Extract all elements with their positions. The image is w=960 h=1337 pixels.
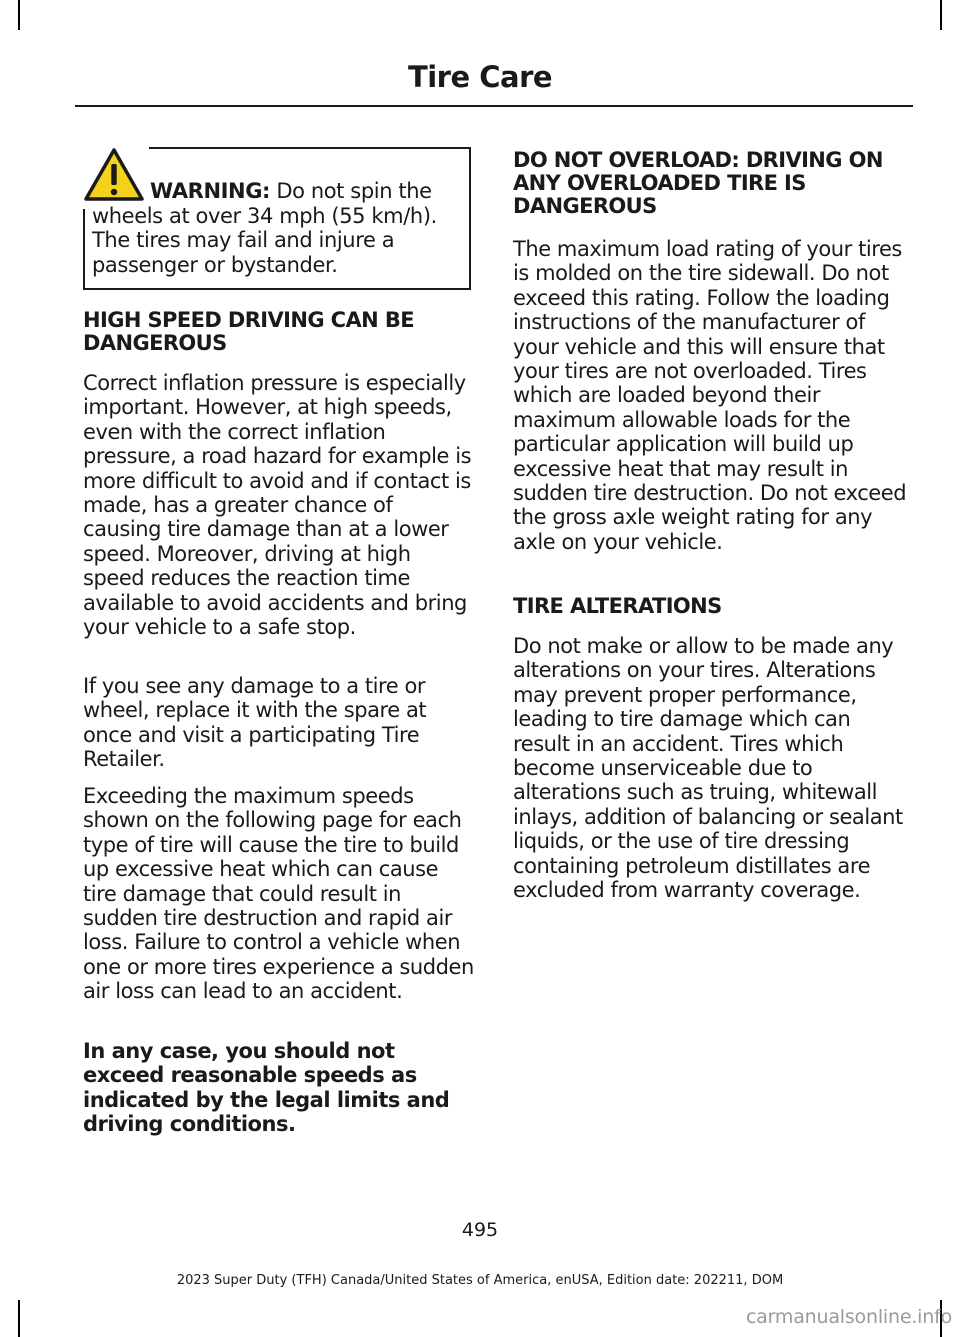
header-divider: [75, 105, 913, 107]
paragraph-alterations: Do not make or allow to be made any alterations on your tires. Alterations may prevent proper performance, leading to tire damage which can result in an accident. Tires which become unserviceable due to alterations such as truing, whitewall inlays, addition of balancing or sealant liquids, or the use of tire dressing containing petroleum distillates are excluded from warranty coverage.: [513, 634, 903, 903]
crop-mark-top-right: [940, 0, 942, 30]
warning-box: [83, 147, 471, 290]
page-number: 495: [461, 1219, 499, 1241]
paragraph-reasonable-speeds: In any case, you should not exceed reasonable speeds as indicated by the legal limits and driving conditions.: [83, 1039, 450, 1137]
crop-mark-bottom-left: [18, 1300, 20, 1337]
heading-do-not-overload: DO NOT OVERLOAD: DRIVING ON ANY OVERLOADED TIRE IS DANGEROUS: [513, 148, 883, 218]
warning-box-left-border: [83, 209, 85, 288]
edition-footer: 2023 Super Duty (TFH) Canada/United States of America, enUSA, Edition date: 202211, DOM: [176, 1273, 784, 1288]
paragraph-load-rating: The maximum load rating of your tires is molded on the tire sidewall. Do not exceed this rating. Follow the loading instructions of the manufacturer of your vehicle and this will ensure that your tires are not overloaded. Tires which are loaded beyond their maximum allowable loads for the particular application will build up excessive heat that may result in sudden tire destruction. Do not exceed the gross axle weight rating for any axle on your vehicle.: [513, 237, 907, 554]
warning-text: [92, 179, 464, 277]
heading-high-speed: HIGH SPEED DRIVING CAN BE DANGEROUS: [83, 308, 414, 355]
crop-mark-top-left: [18, 0, 20, 30]
warning-label: WARNING:: [150, 179, 271, 203]
paragraph-inflation: Correct inflation pressure is especially important. However, at high speeds, even with the correct inflation pressure, a road hazard for example is more difficult to avoid and if contact is made, has a greater chance of causing tire damage than at a lower speed. Moreover, driving at high speed reduces the reaction time available to avoid accidents and bring your vehicle to a safe stop.: [83, 371, 472, 640]
heading-tire-alterations: TIRE ALTERATIONS: [513, 594, 722, 618]
warning-box-top-border: [149, 147, 469, 149]
watermark: carmanualsonline.info: [745, 1306, 952, 1328]
paragraph-max-speeds: Exceeding the maximum speeds shown on the following page for each type of tire will cause the tire to build up excessive heat which can cause tire damage that could result in sudden tire destruction and rapid air loss. Failure to control a vehicle when one or more tires experience a sudden air loss can lead to an accident.: [83, 784, 474, 1004]
page-title: Tire Care: [407, 60, 553, 94]
paragraph-damage: If you see any damage to a tire or wheel, replace it with the spare at once and visit a participating Tire Retailer.: [83, 674, 427, 772]
warning-body: Do not spin the wheels at over 34 mph (55 km/h). The tires may fail and injure a passenger or bystander.: [92, 179, 437, 277]
